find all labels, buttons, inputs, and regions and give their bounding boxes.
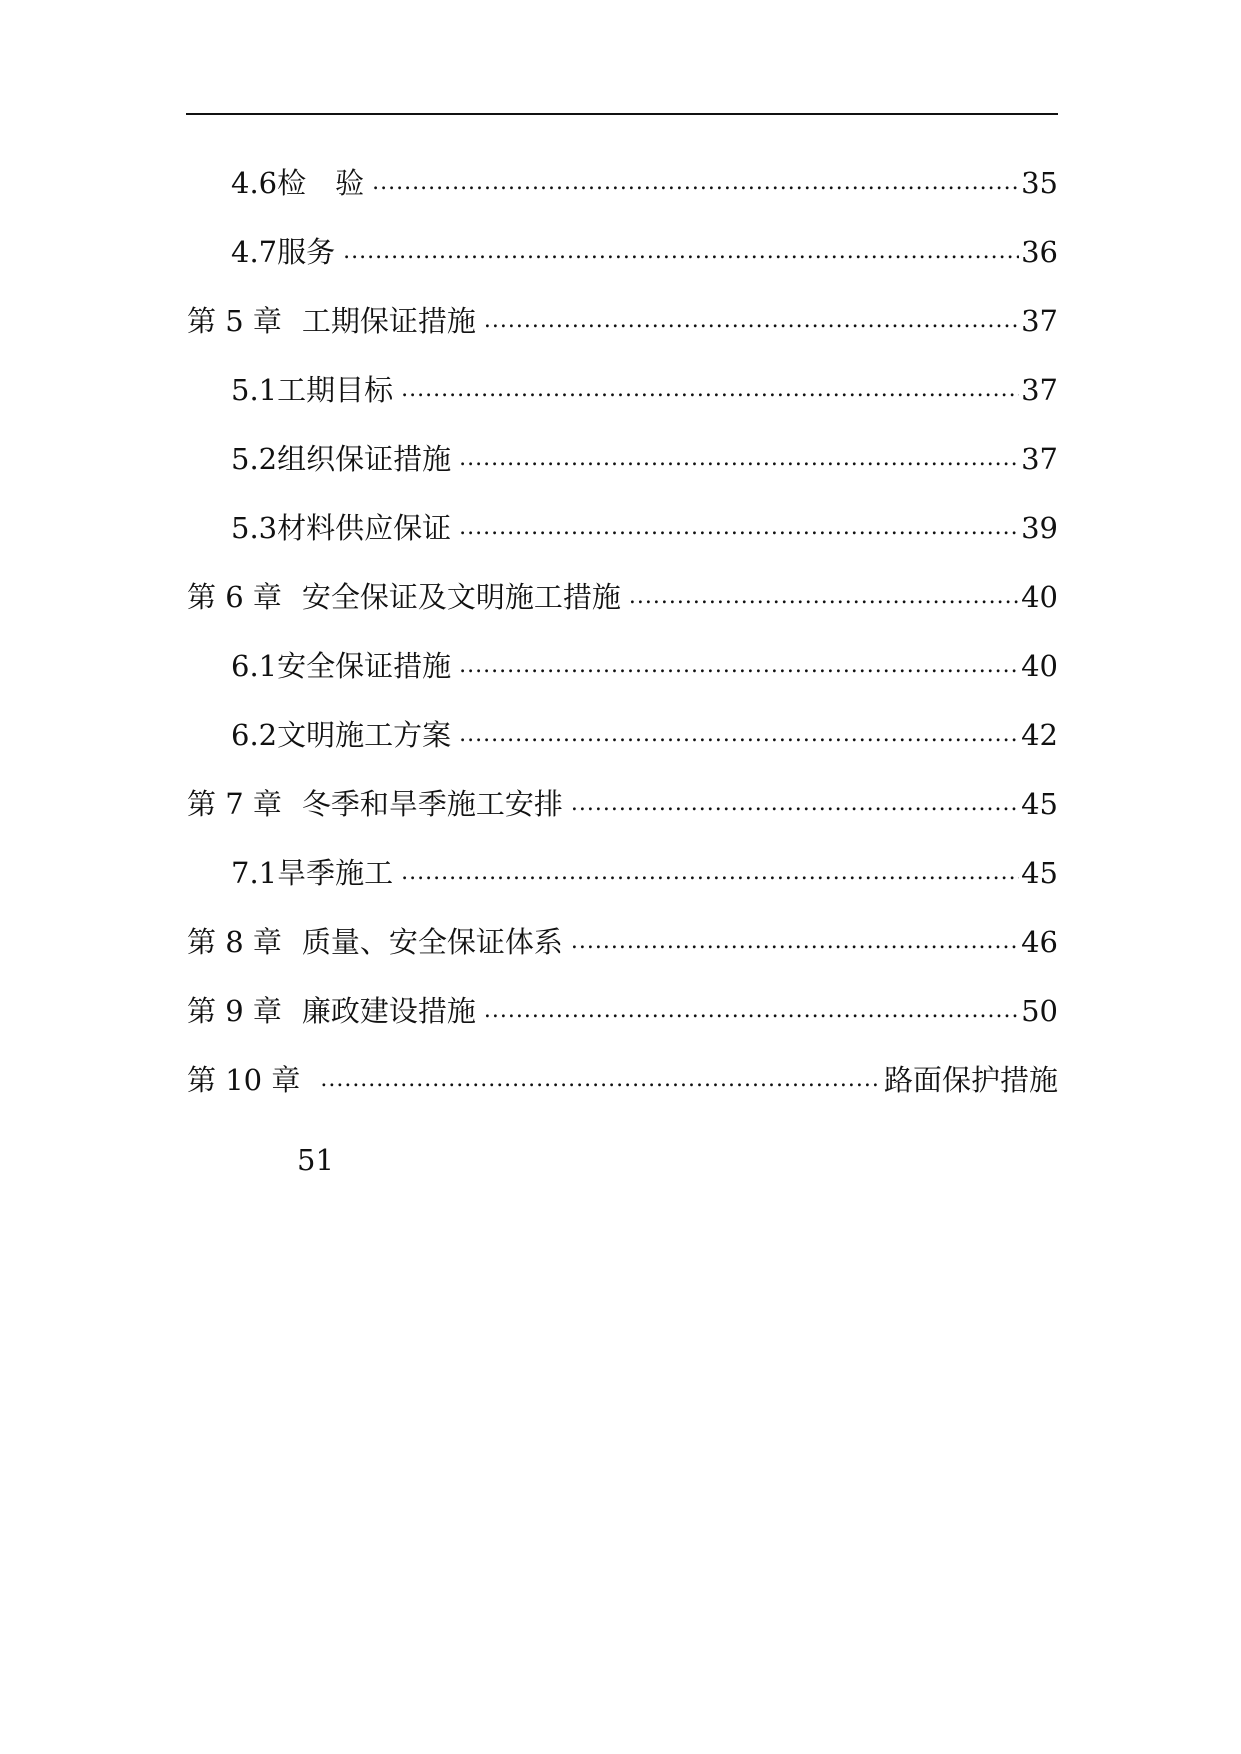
toc-leader-dots <box>629 581 1019 613</box>
toc-entry-chapter-9[interactable] <box>187 991 1058 1031</box>
toc-entry-chapter-6[interactable] <box>187 577 1058 617</box>
toc-entry-title: 旱季施工 <box>277 856 394 890</box>
toc-entry-page: 46 <box>1021 925 1058 959</box>
toc-entry-number: 第 9 章 <box>187 994 282 1028</box>
toc-leader-dots <box>459 650 1019 682</box>
toc-entry-number: 5.3 <box>231 511 278 545</box>
toc-leader-dots <box>401 374 1019 406</box>
toc-entry-title: 工期保证措施 <box>301 304 476 338</box>
toc-entry-chapter-8[interactable] <box>187 922 1058 962</box>
toc-entry-page: 40 <box>1021 580 1058 614</box>
toc-entry-page: 35 <box>1021 166 1058 200</box>
toc-entry-number: 6.2 <box>231 718 278 752</box>
toc-leader-dots <box>571 926 1019 958</box>
toc-entry-5-2[interactable] <box>231 439 1058 479</box>
toc-entry-page: 45 <box>1021 856 1058 890</box>
toc-entry-number: 4.7 <box>231 235 278 269</box>
toc-entry-page: 45 <box>1021 787 1058 821</box>
toc-entry-title: 材料供应保证 <box>277 511 452 545</box>
toc-entry-number: 第 10 章 <box>187 1063 301 1097</box>
toc-entry-page: 37 <box>1021 442 1058 476</box>
toc-entry-title: 组织保证措施 <box>277 442 452 476</box>
toc-entry-number: 7.1 <box>231 856 278 890</box>
toc-entry-page: 40 <box>1021 649 1058 683</box>
toc-leader-dots <box>401 857 1019 889</box>
header-rule <box>186 113 1058 115</box>
toc-entry-number: 第 8 章 <box>187 925 282 959</box>
toc-entry-title: 工期目标 <box>277 373 394 407</box>
toc-entry-page: 39 <box>1021 511 1058 545</box>
toc-entry-5-3[interactable] <box>231 508 1058 548</box>
toc-entry-number: 6.1 <box>231 649 278 683</box>
toc-entry-4-6[interactable] <box>231 163 1058 203</box>
toc-leader-dots <box>459 443 1019 475</box>
toc-leader-dots <box>571 788 1019 820</box>
toc-leader-dots <box>484 995 1019 1027</box>
toc-entry-title: 路面保护措施 <box>883 1063 1058 1097</box>
toc-leader-dots <box>459 512 1019 544</box>
toc-entry-7-1[interactable] <box>231 853 1058 893</box>
toc-entry-6-1[interactable] <box>231 646 1058 686</box>
toc-entry-number: 5.1 <box>231 373 278 407</box>
toc-entry-page: 50 <box>1021 994 1058 1028</box>
toc-entry-page: 37 <box>1021 373 1058 407</box>
toc-entry-page: 37 <box>1021 304 1058 338</box>
toc-entry-6-2[interactable] <box>231 715 1058 755</box>
toc-entry-chapter-10[interactable] <box>187 1060 1058 1100</box>
toc-entry-title: 廉政建设措施 <box>301 994 476 1028</box>
toc-entry-title: 检 验 <box>277 166 365 200</box>
toc-entry-title: 安全保证及文明施工措施 <box>301 580 621 614</box>
toc-leader-dots <box>320 1064 882 1096</box>
toc-entry-chapter-7[interactable] <box>187 784 1058 824</box>
toc-entry-page-wrapped: 51 <box>297 1143 334 1177</box>
toc-entry-number: 第 5 章 <box>187 304 282 338</box>
toc-leader-dots <box>459 719 1019 751</box>
toc-entry-page: 36 <box>1021 235 1058 269</box>
toc-entry-title: 安全保证措施 <box>277 649 452 683</box>
toc-entry-page: 42 <box>1021 718 1058 752</box>
toc-entry-number: 第 7 章 <box>187 787 282 821</box>
toc-leader-dots <box>484 305 1019 337</box>
toc-entry-chapter-5[interactable] <box>187 301 1058 341</box>
toc-entry-number: 第 6 章 <box>187 580 282 614</box>
toc-leader-dots <box>372 167 1019 199</box>
toc-entry-4-7[interactable] <box>231 232 1058 272</box>
toc-entry-5-1[interactable] <box>231 370 1058 410</box>
toc-entry-number: 4.6 <box>231 166 278 200</box>
toc-entry-number: 5.2 <box>231 442 278 476</box>
toc-entry-title: 冬季和旱季施工安排 <box>301 787 563 821</box>
toc-entry-title: 质量、安全保证体系 <box>301 925 563 959</box>
toc-leader-dots <box>343 236 1019 268</box>
toc-entry-title: 文明施工方案 <box>277 718 452 752</box>
toc-entry-title: 服务 <box>277 235 336 269</box>
